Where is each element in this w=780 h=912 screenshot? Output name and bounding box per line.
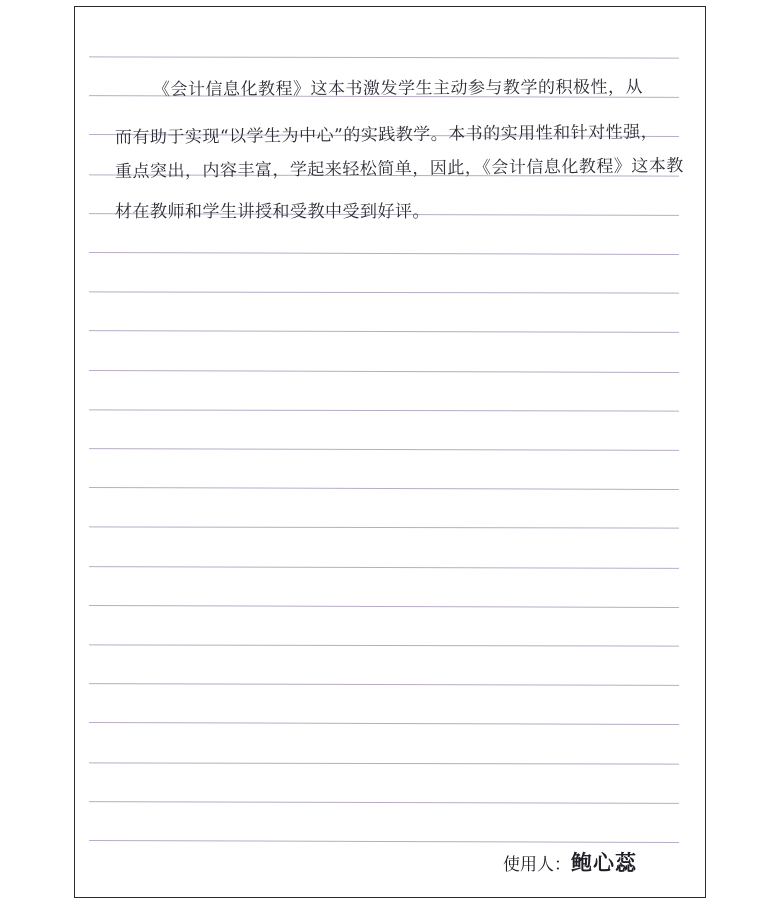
ruled-line — [89, 566, 679, 569]
ruled-line — [89, 56, 679, 58]
ruled-line — [89, 605, 679, 608]
paragraph-line-3: 重点突出，内容丰富，学起来轻松简单，因此，《会计信息化教程》这本教 — [114, 156, 684, 182]
ruled-line — [89, 762, 679, 764]
ruled-line — [89, 252, 679, 255]
ruled-line — [89, 370, 679, 373]
ruled-line — [89, 801, 679, 804]
ruled-line — [89, 683, 679, 686]
signature-block — [503, 847, 637, 877]
signature-name: 鲍心蕊 — [571, 850, 637, 875]
ruled-line — [89, 409, 679, 411]
ruled-line — [89, 487, 679, 490]
ruled-line — [89, 644, 679, 646]
paragraph-line-4: 材在教师和学生讲授和受教中受到好评。 — [115, 202, 430, 222]
paragraph-line-2: 而有助于实现“以学生为中心”的实践教学。本书的实用性和针对性强， — [114, 122, 659, 148]
lined-paper-sheet — [74, 6, 706, 898]
ruled-line — [89, 448, 679, 451]
paragraph-line-1: 《会计信息化教程》这本书激发学生主动参与教学的积极性，从 — [152, 77, 643, 100]
signature-label: 使用人： — [503, 855, 571, 875]
ruled-line — [89, 722, 679, 725]
ruled-line — [89, 292, 679, 294]
ruled-line — [89, 331, 679, 334]
ruled-line — [89, 840, 679, 843]
ruled-line — [89, 527, 679, 529]
